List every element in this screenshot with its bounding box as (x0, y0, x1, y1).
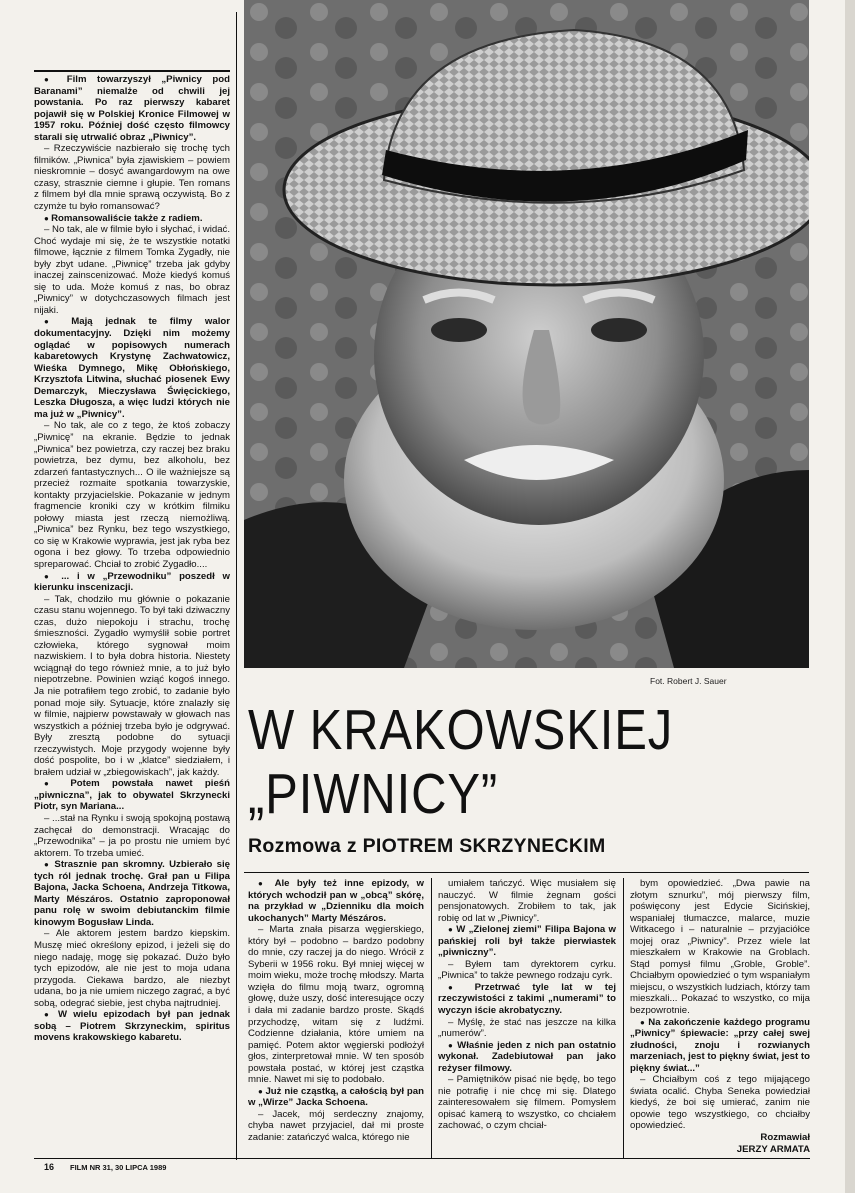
bottom-columns-top-rule (244, 872, 809, 873)
interview-question: ● W „Zielonej ziemi” Filipa Bajona w pańskiej roli był także pierwiastek „piwniczny”. (438, 924, 616, 959)
bottom-column-2 (438, 878, 616, 1158)
interview-answer: – Myślę, że stać nas jeszcze na kilka „numerów”. (438, 1016, 616, 1040)
page-number: 16 (44, 1162, 55, 1172)
interview-question: ● Potem powstała nawet pieśń „piwniczna”, jak to obywatel Skrzynecki Piotr, syn Mariana... (34, 778, 230, 813)
headline-line-1: W KRAKOWSKIEJ (248, 698, 674, 762)
interview-question: ● Mają jednak te filmy walor dokumentacyjny. Dzięki nim możemy oglądać w popisowych numerach kabaretowych Krystynę Zachwatowicz, Wieśka Dymnego, Mikę Obłońskiego, Krzysztofa Litwina, słuchać piosenek Ewy Demarczyk, Mieczysława Święcickiego, Leszka Długosza, a więc ludzi których nie ma już w „Piwnicy”. (34, 316, 230, 420)
interview-answer: – Tak, chodziło mu głównie o pokazanie czasu stanu wojennego. To był taki dziwaczny czas, dużo niepokoju i strachu, trochę śmieszności. Zygadło wymyślił sobie portret człowieka, którego sygnował moim nazwiskiem. I to była dobra historia. Niestety wciągnął do tego również mnie, a to już było niepotrzebne. Powinien wziąć kogoś innego. Ja nie potrafiłem tego zrobić, to zadanie było ponad moje siły. Sytuacje, które znalazły się w filmie, najpierw powstawały w głowach nas wszystkich a później trzeba było je odgrywać. Były zresztą podobne do sytuacji rzeczywistych. Moje przygody wojenne były dość pospolite, bo i w „klatce” siedziałem, i brałem udział w „zbiegowiskach”, jak każdy. (34, 593, 230, 778)
interview-question: ● W wielu epizodach był pan jednak sobą – Piotrem Skrzyneckim, spiritus movens krakowskiego kabaretu. (34, 1009, 230, 1044)
interview-answer: – Jacek, mój serdeczny znajomy, chyba nawet przyjaciel, dał mi proste zadanie: zatańczyć walca, którego nie (248, 1108, 424, 1144)
interview-answer: – Marta znała pisarza węgierskiego, który był – podobno – bardzo podobny do mnie, czy raczej ja do niego. Wrócił z Syberii w 1956 roku. Był mniej więcej w moim wieku, może trochę młodszy. Marta wzięła do filmu moją twarz, ogromną głowę, duże uszy, dość interesujące oczy i dała mi zadanie bardzo proste. Skądś przychodzę, witam się z ludźmi. Codzienne działania, które umiem na pamięć. Potem aktor węgierski podłożył głos, zinterpretował mnie. W ten sposób powstała postać, w której jest cząstka mnie. Nawet mi się to podobało. (248, 924, 424, 1086)
bottom-column-1 (248, 878, 424, 1158)
headline-line-2: „PIWNICY” (248, 762, 499, 826)
interview-answer: – Chciałbym coś z tego mijającego świata ocalić. Chyba Seneka powiedział kiedyś, że boi się umierać, zanim nie opowie tego wszystkiego, co chciałby opowiedzieć. (630, 1074, 810, 1132)
headline-subtitle: Rozmowa z PIOTREM SKRZYNECKIM (248, 835, 606, 857)
interview-answer: – Pamiętników pisać nie będę, bo tego nie potrafię i nie chcę mi się. Dlatego zainteresowałem się filmem. Pomysłem opisać kamerą to wszystko, co chciałem zachować, o czym chciał- (438, 1074, 616, 1132)
footer-rule (34, 1158, 810, 1159)
left-column-divider (236, 12, 237, 1160)
interview-question: ● Na zakończenie każdego programu „Piwnicy” śpiewacie: „przy całej swej złudności, znoju i rozwianych marzeniach, jest to piękny świat, jest to piękny świat...” (630, 1017, 810, 1075)
interview-answer: umiałem tańczyć. Więc musiałem się nauczyć. W filmie żegnam gości pensjonatowych. Zrobiłem to tak, jak robię od lat w „Piwnicy”. (438, 878, 616, 924)
left-column (34, 74, 230, 1159)
signoff-name: JERZY ARMATA (736, 1143, 810, 1155)
interview-answer: bym opowiedzieć. „Dwa pawie na złotym sznurku”, mój pierwszy film, poświęcony jest Edycie Sicińskiej, wspaniałej tłumaczce, malarce, muzie Witkacego i – naturalnie – przyjaciółce mojej oraz „Piwnicy”. Przez wiele lat mieszkałem w Krakowie na Groblach. Stąd pomysł filmu „Groble, Groble”. Chciałbym opowiedzieć o tym wspaniałym miejscu, o wszystkich ludziach, którzy tam mieszkali... Pokazać to wszystko, co mija bezpowrotnie. (630, 878, 810, 1017)
portrait-illustration (244, 0, 809, 668)
page-edge (845, 0, 855, 1193)
interview-answer: – Rzeczywiście nazbierało się trochę tych filmików. „Piwnica” była zjawiskiem – powiem nieskromnie – dosyć awangardowym na owe czasy, strasznie ciemne i głupie. Ten romans z filmem był dla mnie sprawą oczywistą. Bo z czymże tu było romansować? (34, 143, 230, 213)
interview-question: ● Film towarzyszył „Piwnicy pod Baranami” niemalże od chwili jej powstania. Po raz pierwszy kabaret pojawił się w Polskiej Kronice Filmowej w 1957 roku. Później dość często filmowcy starali się utrwalić obraz „Piwnicy”. (34, 74, 230, 143)
interview-question: ● Już nie cząstką, a całością był pan w „Wirze” Jacka Schoena. (248, 1086, 424, 1109)
issue-info: FILM NR 31, 30 LIPCA 1989 (70, 1163, 167, 1172)
signoff-label: Rozmawiał (760, 1132, 810, 1144)
bottom-column-3 (630, 878, 810, 1162)
interview-answer: – Byłem tam dyrektorem cyrku. „Piwnica” to także pewnego rodzaju cyrk. (438, 958, 616, 982)
photo-credit: Fot. Robert J. Sauer (650, 676, 727, 686)
bottom-column-divider-2 (623, 878, 624, 1158)
interview-question: ● Ale były też inne epizody, w których wchodził pan w „obcą” skórę, na przykład w „Dzienniku dla moich ukochanych” Marty Mészáros. (248, 878, 424, 924)
bottom-column-divider-1 (431, 878, 432, 1158)
left-column-top-rule (34, 70, 230, 72)
interview-answer: – ...stał na Rynku i swoją spokojną postawą zachęcał do demonstracji. Wracając do „Przewodnika” – ja po prostu nie umiem być aktorem. To trzeba umieć. (34, 813, 230, 859)
interview-question: ● Romansowaliście także z radiem. (34, 213, 230, 225)
bottom-column-3-body (630, 878, 810, 1132)
portrait-photo (244, 0, 809, 668)
interview-question: ● Właśnie jeden z nich pan ostatnio wykonał. Zadebiutował pan jako reżyser filmowy. (438, 1040, 616, 1075)
interview-answer: – Ale aktorem jestem bardzo kiepskim. Muszę mieć określony epizod, i jeżeli się do niego nadaję, mogę się pokazać. Dużo było tych epizodów, ale nie jest to moja udana przygoda. Ciekawa bardzo, ale niezbyt udana, bo ja nie umiem niczego zagrać, a być sobą, odegrać siebie, jest chyba najtrudniej. (34, 928, 230, 1009)
interview-question: ● Straszniе pan skromny. Uzbierało się tych ról jednak trochę. Grał pan u Filipa Bajona, Jacka Schoena, Andrzeja Titkowa, Marty Mészáros. Ostatnio zaproponował panu rolę w swoim debiutanckim filmie kinowym Bogusław Linda. (34, 859, 230, 928)
interview-answer: – No tak, ale co z tego, że ktoś zobaczy „Piwnicę” na ekranie. Będzie to jednak „Piwnica” bez powietrza, czy raczej bez braku powietrza, bez dymu, bez alkoholu, bez zdarzeń fantastycznych... O ile ważniejsze są przecież rozmaite spotkania towarzyskie, kontakty przyjacielskie. Pokazanie w jednym fragmencie kroniki czy w krótkim filmiku połowy miasta jest rzeczą niemożliwą. „Piwnica” bez Rynku, bez tego wszystkiego, co się w Krakowie wyprawia, jest jak ryba bez ogona i bez głowy. To trzeba odpowiednio spreparować. Chciał to zrobić Zygadło.... (34, 420, 230, 570)
interview-question: ● Przetrwać tyle lat w tej rzeczywistości z takimi „numerami” to wyczyn iście akrobatyczny. (438, 982, 616, 1017)
interview-question: ● ... i w „Przewodniku” poszedł w kierunku inscenizacji. (34, 571, 230, 594)
interview-answer: – No tak, ale w filmie było i słychać, i widać. Choć wydaje mi się, że te wszystkie notatki filmowe, łącznie z filmem Tomka Zygadły, nie były zbyt udane. „Piwnicę” trzeba jak gdyby inaczej zainscenizować. Może kiedyś komuś się to uda. Może komuś z nas, bo obraz „Piwnicy” w dotychczasowych filmach jest nijaki. (34, 224, 230, 316)
